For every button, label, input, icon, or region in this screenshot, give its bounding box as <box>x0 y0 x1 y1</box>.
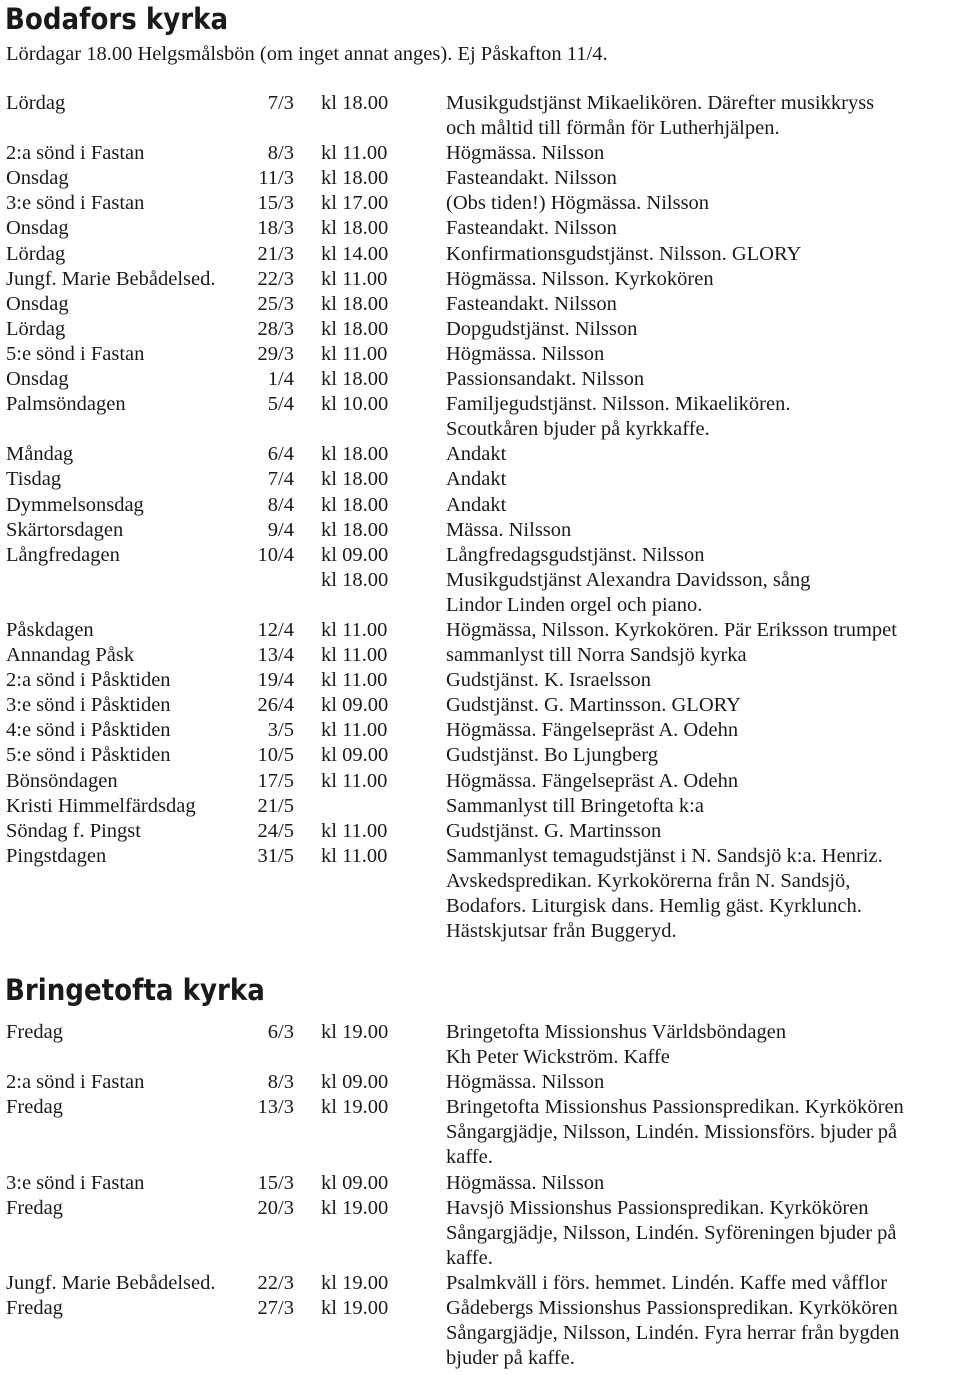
row-day: Onsdag <box>6 167 69 190</box>
row-description: bjuder på kaffe. <box>446 1347 575 1370</box>
row-day: Jungf. Marie Bebådelsed. <box>6 1271 216 1294</box>
row-day: Jungf. Marie Bebådelsed. <box>6 267 216 290</box>
row-time: kl 11.00 <box>321 644 388 667</box>
schedule-row <box>0 1196 960 1221</box>
row-day: Påskdagen <box>6 618 94 641</box>
row-date: 1/4 <box>267 368 294 391</box>
row-date: 28/3 <box>257 317 294 340</box>
row-description: Högmässa. Fängelsepräst A. Odehn <box>446 719 739 742</box>
schedule-row <box>0 1321 960 1346</box>
row-day: Dymmelsonsdag <box>6 493 144 516</box>
row-date: 27/3 <box>257 1297 294 1320</box>
row-time: kl 18.00 <box>321 368 389 391</box>
schedule-row <box>0 367 960 392</box>
schedule-row <box>0 769 960 794</box>
row-description: (Obs tiden!) Högmässa. Nilsson <box>446 192 710 215</box>
row-time: kl 11.00 <box>321 618 388 641</box>
schedule-row <box>0 1246 960 1271</box>
row-day: 2:a sönd i Fastan <box>6 1071 145 1094</box>
row-date: 21/3 <box>257 242 294 265</box>
row-description: Högmässa. Nilsson <box>446 1071 605 1094</box>
row-day: Kristi Himmelfärdsdag <box>6 794 196 817</box>
row-day: Annandag Påsk <box>6 644 135 667</box>
bringetofta-title: Bringetofta kyrka <box>5 973 265 1007</box>
row-date: 22/3 <box>257 267 294 290</box>
row-description: kaffe. <box>446 1246 493 1269</box>
row-time: kl 19.00 <box>321 1271 389 1294</box>
schedule-row <box>0 919 960 944</box>
row-time: kl 11.00 <box>321 669 388 692</box>
row-time: kl 09.00 <box>321 1171 389 1194</box>
schedule-row <box>0 141 960 166</box>
row-description: Kh Peter Wickström. Kaffe <box>446 1046 670 1069</box>
row-day: Lördag <box>6 92 66 114</box>
row-date: 13/3 <box>257 1096 294 1119</box>
row-description: Fasteandakt. Nilsson <box>446 217 617 240</box>
row-day: 3:e sönd i Fastan <box>6 1171 145 1194</box>
schedule-row <box>0 91 960 116</box>
row-time: kl 09.00 <box>321 694 389 717</box>
row-description: Mässa. Nilsson <box>446 518 572 541</box>
row-description: Gudstjänst. Bo Ljungberg <box>446 744 659 767</box>
schedule-row <box>0 1221 960 1246</box>
row-date: 7/4 <box>267 468 294 491</box>
row-description: Gudstjänst. G. Martinsson. GLORY <box>446 694 741 717</box>
schedule-row <box>0 543 960 568</box>
row-description: Scoutkåren bjuder på kyrkkaffe. <box>446 418 710 441</box>
row-description: Familjegudstjänst. Nilsson. Mikaelikören. <box>446 393 791 416</box>
row-date: 6/4 <box>267 443 294 466</box>
row-time: kl 18.00 <box>321 92 389 114</box>
schedule-row <box>0 1271 960 1296</box>
schedule-row <box>0 166 960 191</box>
row-date: 5/4 <box>267 393 294 416</box>
row-day: 5:e sönd i Påsktiden <box>6 744 171 767</box>
row-date: 24/5 <box>257 819 294 842</box>
schedule-row <box>0 1171 960 1196</box>
bodafors-schedule <box>0 91 960 944</box>
row-day: 5:e sönd i Fastan <box>6 342 145 365</box>
row-description: Fasteandakt. Nilsson <box>446 292 617 315</box>
row-date: 8/3 <box>267 142 294 165</box>
row-time: kl 11.00 <box>321 267 388 290</box>
row-description: Andakt <box>446 443 507 466</box>
row-day: 2:a sönd i Påsktiden <box>6 669 171 692</box>
schedule-row <box>0 794 960 819</box>
row-date: 13/4 <box>257 644 294 667</box>
row-date: 8/4 <box>267 493 294 516</box>
row-time: kl 17.00 <box>321 192 389 215</box>
schedule-row <box>0 467 960 492</box>
row-description: Dopgudstjänst. Nilsson <box>446 317 638 340</box>
row-description: Gudstjänst. G. Martinsson <box>446 819 662 842</box>
bodafors-title: Bodafors kyrka <box>5 2 229 36</box>
row-description: Gudstjänst. K. Israelsson <box>446 669 651 692</box>
schedule-row <box>0 1346 960 1371</box>
schedule-row <box>0 593 960 618</box>
schedule-row <box>0 668 960 693</box>
row-date: 19/4 <box>257 669 294 692</box>
schedule-row <box>0 242 960 267</box>
row-date: 12/4 <box>257 618 294 641</box>
row-day: Måndag <box>6 443 74 466</box>
schedule-row <box>0 317 960 342</box>
schedule-row <box>0 894 960 919</box>
row-time: kl 11.00 <box>321 719 388 742</box>
schedule-row <box>0 743 960 768</box>
schedule-row <box>0 568 960 593</box>
row-day: Fredag <box>6 1196 63 1219</box>
row-day: Söndag f. Pingst <box>6 819 141 842</box>
row-day: Tisdag <box>6 468 62 491</box>
row-day: 4:e sönd i Påsktiden <box>6 719 171 742</box>
row-date: 22/3 <box>257 1271 294 1294</box>
row-day: Långfredagen <box>6 543 120 566</box>
schedule-row <box>0 417 960 442</box>
row-time: kl 19.00 <box>321 1196 389 1219</box>
row-day: Skärtorsdagen <box>6 518 124 541</box>
row-description: Hästskjutsar från Buggeryd. <box>446 920 677 943</box>
row-description: Bodafors. Liturgisk dans. Hemlig gäst. Kyrklunch. <box>446 895 862 917</box>
row-description: Passionsandakt. Nilsson <box>446 368 645 391</box>
row-description: Musikgudstjänst Mikaelikören. Därefter musikkryss <box>446 92 875 114</box>
schedule-row <box>0 1070 960 1095</box>
bringetofta-schedule <box>0 1020 960 1371</box>
row-date: 15/3 <box>257 192 294 215</box>
row-description: Andakt <box>446 493 507 516</box>
schedule-row <box>0 342 960 367</box>
row-description: Andakt <box>446 468 507 491</box>
row-date: 29/3 <box>257 342 294 365</box>
row-time: kl 19.00 <box>321 1096 389 1119</box>
row-day: Lördag <box>6 242 66 265</box>
row-day: Palmsöndagen <box>6 393 126 416</box>
row-date: 15/3 <box>257 1171 294 1194</box>
row-description: Konfirmationsgudstjänst. Nilsson. GLORY <box>446 242 802 265</box>
row-day: Onsdag <box>6 217 69 240</box>
schedule-row <box>0 1296 960 1321</box>
row-date: 31/5 <box>257 844 294 867</box>
row-time: kl 09.00 <box>321 543 389 566</box>
row-description: Sammanlyst temagudstjänst i N. Sandsjö k:a. Henriz. <box>446 844 883 867</box>
row-day: Fredag <box>6 1021 63 1043</box>
row-description: Högmässa. Nilsson <box>446 342 605 365</box>
schedule-row <box>0 819 960 844</box>
row-day: Bönsöndagen <box>6 769 118 792</box>
row-description: Sammanlyst till Bringetofta k:a <box>446 794 704 817</box>
row-description: Långfredagsgudstjänst. Nilsson <box>446 543 705 566</box>
schedule-row <box>0 844 960 869</box>
schedule-row <box>0 869 960 894</box>
row-time: kl 11.00 <box>321 142 388 165</box>
row-day: Onsdag <box>6 292 69 315</box>
schedule-row <box>0 191 960 216</box>
row-day: 3:e sönd i Påsktiden <box>6 694 171 717</box>
schedule-row <box>0 643 960 668</box>
row-date: 20/3 <box>257 1196 294 1219</box>
row-date: 10/4 <box>257 543 294 566</box>
row-day: Fredag <box>6 1297 63 1320</box>
row-time: kl 11.00 <box>321 769 388 792</box>
row-date: 25/3 <box>257 292 294 315</box>
schedule-row <box>0 216 960 241</box>
row-time: kl 11.00 <box>321 342 388 365</box>
schedule-row <box>0 718 960 743</box>
row-description: och måltid till förmån för Lutherhjälpen. <box>446 117 780 140</box>
schedule-row <box>0 1145 960 1170</box>
row-description: Högmässa. Nilsson <box>446 1171 605 1194</box>
row-description: Havsjö Missionshus Passionspredikan. Kyrkökören <box>446 1196 869 1219</box>
row-time: kl 18.00 <box>321 443 389 466</box>
row-time: kl 18.00 <box>321 468 389 491</box>
row-day: Pingstdagen <box>6 844 107 867</box>
schedule-row <box>0 493 960 518</box>
row-description: Fasteandakt. Nilsson <box>446 167 617 190</box>
row-time: kl 19.00 <box>321 1297 389 1320</box>
row-description: Bringetofta Missionshus Världsböndagen <box>446 1021 787 1043</box>
row-time: kl 18.00 <box>321 568 389 591</box>
row-day: 2:a sönd i Fastan <box>6 142 145 165</box>
row-description: kaffe. <box>446 1146 493 1169</box>
row-description: Avskedspredikan. Kyrkokörerna från N. Sandsjö, <box>446 869 851 892</box>
row-time: kl 09.00 <box>321 1071 389 1094</box>
row-description: Musikgudstjänst Alexandra Davidsson, sång <box>446 568 811 591</box>
row-date: 18/3 <box>257 217 294 240</box>
row-time: kl 19.00 <box>321 1021 389 1043</box>
row-time: kl 11.00 <box>321 819 388 842</box>
row-day: Onsdag <box>6 368 69 391</box>
schedule-row <box>0 267 960 292</box>
row-time: kl 10.00 <box>321 393 389 416</box>
row-date: 6/3 <box>267 1021 294 1043</box>
row-description: Högmässa, Nilsson. Kyrkokören. Pär Eriksson trumpet <box>446 618 897 641</box>
row-date: 11/3 <box>258 167 294 190</box>
row-description: Högmässa. Nilsson. Kyrkokören <box>446 267 714 290</box>
row-description: Gådebergs Missionshus Passionspredikan. Kyrkökören <box>446 1297 898 1320</box>
row-time: kl 18.00 <box>321 217 389 240</box>
row-description: Högmässa. Fängelsepräst A. Odehn <box>446 769 739 792</box>
row-time: kl 18.00 <box>321 493 389 516</box>
row-description: sammanlyst till Norra Sandsjö kyrka <box>446 644 747 667</box>
row-date: 7/3 <box>267 92 294 114</box>
row-date: 21/5 <box>257 794 294 817</box>
schedule-row <box>0 1120 960 1145</box>
row-description: Sångargjädje, Nilsson, Lindén. Syföreningen bjuder på <box>446 1221 897 1244</box>
row-time: kl 14.00 <box>321 242 389 265</box>
row-date: 3/5 <box>267 719 294 742</box>
schedule-row <box>0 1020 960 1045</box>
row-time: kl 11.00 <box>321 844 388 867</box>
row-description: Bringetofta Missionshus Passionspredikan. Kyrkökören <box>446 1096 904 1119</box>
row-time: kl 18.00 <box>321 317 389 340</box>
schedule-row <box>0 693 960 718</box>
schedule-row <box>0 116 960 141</box>
row-description: Högmässa. Nilsson <box>446 142 605 165</box>
schedule-row <box>0 442 960 467</box>
row-time: kl 09.00 <box>321 744 389 767</box>
row-description: Lindor Linden orgel och piano. <box>446 593 703 616</box>
row-description: Sångargjädje, Nilsson, Lindén. Fyra herrar från bygden <box>446 1322 900 1345</box>
row-date: 26/4 <box>257 694 294 717</box>
schedule-row <box>0 618 960 643</box>
row-date: 17/5 <box>257 769 294 792</box>
row-day: Lördag <box>6 317 66 340</box>
row-time: kl 18.00 <box>321 292 389 315</box>
row-time: kl 18.00 <box>321 167 389 190</box>
row-description: Sångargjädje, Nilsson, Lindén. Missionsförs. bjuder på <box>446 1121 898 1144</box>
bodafors-subtitle: Lördagar 18.00 Helgsmålsbön (om inget annat anges). Ej Påskafton 11/4. <box>6 43 608 65</box>
schedule-row <box>0 392 960 417</box>
schedule-row <box>0 1095 960 1120</box>
row-date: 9/4 <box>267 518 294 541</box>
schedule-row <box>0 518 960 543</box>
row-description: Psalmkväll i förs. hemmet. Lindén. Kaffe med våfflor <box>446 1271 888 1294</box>
row-date: 8/3 <box>267 1071 294 1094</box>
row-day: Fredag <box>6 1096 63 1119</box>
row-date: 10/5 <box>257 744 294 767</box>
schedule-row <box>0 1045 960 1070</box>
row-time: kl 18.00 <box>321 518 389 541</box>
row-day: 3:e sönd i Fastan <box>6 192 145 215</box>
schedule-row <box>0 292 960 317</box>
